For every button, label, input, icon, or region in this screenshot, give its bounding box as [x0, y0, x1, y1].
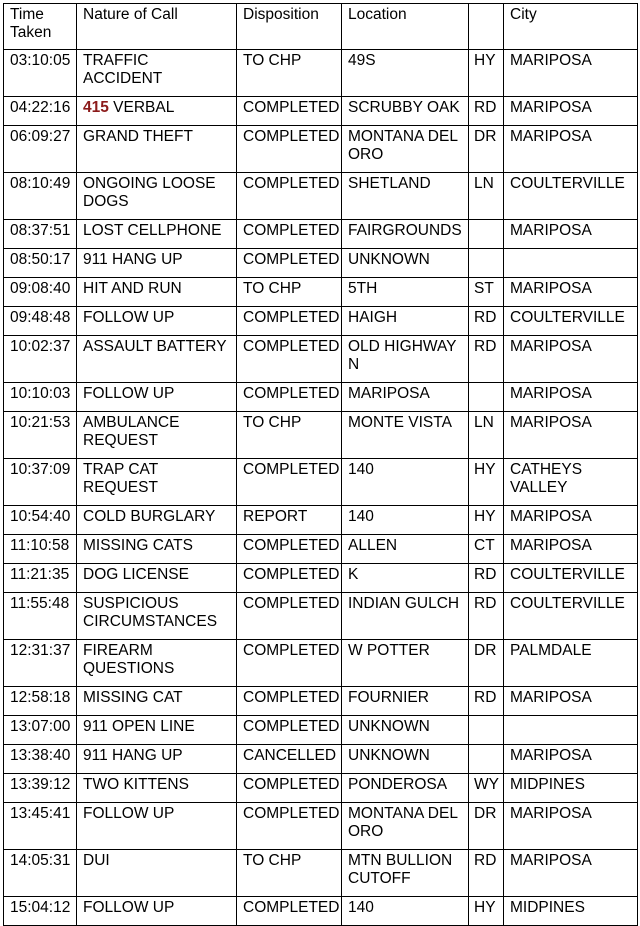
cell-disposition: COMPLETED	[237, 126, 342, 173]
cell-city: COULTERVILLE	[504, 564, 638, 593]
call-description: VERBAL	[108, 99, 175, 116]
table-row	[4, 774, 638, 803]
cell-street-suffix: RD	[469, 336, 504, 383]
cell-location: 140	[342, 897, 469, 926]
cell-location: UNKNOWN	[342, 249, 469, 278]
cell-city: MARIPOSA	[504, 278, 638, 307]
cell-street-suffix: LN	[469, 173, 504, 220]
cell-street-suffix: LN	[469, 412, 504, 459]
cell-disposition: COMPLETED	[237, 640, 342, 687]
header-street-suffix	[469, 4, 504, 50]
cell-nature-of-call: SUSPICIOUS CIRCUMSTANCES	[77, 593, 237, 640]
table-row	[4, 50, 638, 97]
cell-time-taken: 08:37:51	[4, 220, 77, 249]
cell-disposition: COMPLETED	[237, 897, 342, 926]
table-row	[4, 220, 638, 249]
cell-location: ALLEN	[342, 535, 469, 564]
cell-city: COULTERVILLE	[504, 173, 638, 220]
cell-time-taken: 10:10:03	[4, 383, 77, 412]
table-row	[4, 336, 638, 383]
cell-street-suffix: WY	[469, 774, 504, 803]
cell-street-suffix	[469, 383, 504, 412]
cell-disposition: TO CHP	[237, 412, 342, 459]
cell-city: MIDPINES	[504, 897, 638, 926]
cell-city: COULTERVILLE	[504, 593, 638, 640]
cell-location: 140	[342, 506, 469, 535]
cell-disposition: COMPLETED	[237, 774, 342, 803]
cell-time-taken: 12:58:18	[4, 687, 77, 716]
call-code-highlight: 415	[83, 99, 109, 116]
cell-city: MARIPOSA	[504, 220, 638, 249]
cell-street-suffix: DR	[469, 803, 504, 850]
cell-location: K	[342, 564, 469, 593]
call-log-table	[3, 3, 638, 926]
table-row	[4, 640, 638, 687]
cell-time-taken: 13:45:41	[4, 803, 77, 850]
cell-city: MARIPOSA	[504, 412, 638, 459]
cell-nature-of-call: LOST CELLPHONE	[77, 220, 237, 249]
cell-time-taken: 03:10:05	[4, 50, 77, 97]
cell-street-suffix: DR	[469, 640, 504, 687]
cell-street-suffix: RD	[469, 97, 504, 126]
cell-location: MONTANA DEL ORO	[342, 803, 469, 850]
cell-street-suffix: HY	[469, 50, 504, 97]
cell-disposition: COMPLETED	[237, 383, 342, 412]
cell-nature-of-call: FIREARM QUESTIONS	[77, 640, 237, 687]
header-disposition: Disposition	[237, 4, 342, 50]
cell-time-taken: 04:22:16	[4, 97, 77, 126]
cell-time-taken: 15:04:12	[4, 897, 77, 926]
cell-city: MARIPOSA	[504, 535, 638, 564]
cell-disposition: TO CHP	[237, 50, 342, 97]
table-row	[4, 687, 638, 716]
cell-time-taken: 08:10:49	[4, 173, 77, 220]
cell-city: CATHEYS VALLEY	[504, 459, 638, 506]
cell-nature-of-call: COLD BURGLARY	[77, 506, 237, 535]
cell-disposition: COMPLETED	[237, 336, 342, 383]
table-row	[4, 803, 638, 850]
cell-disposition: COMPLETED	[237, 564, 342, 593]
cell-street-suffix	[469, 220, 504, 249]
cell-nature-of-call: TWO KITTENS	[77, 774, 237, 803]
cell-city: MARIPOSA	[504, 336, 638, 383]
cell-street-suffix: RD	[469, 593, 504, 640]
cell-time-taken: 13:38:40	[4, 745, 77, 774]
cell-location: FOURNIER	[342, 687, 469, 716]
table-row	[4, 593, 638, 640]
cell-time-taken: 10:37:09	[4, 459, 77, 506]
cell-nature-of-call: DOG LICENSE	[77, 564, 237, 593]
cell-nature-of-call: FOLLOW UP	[77, 383, 237, 412]
cell-nature-of-call: FOLLOW UP	[77, 307, 237, 336]
cell-location: MONTANA DEL ORO	[342, 126, 469, 173]
cell-time-taken: 08:50:17	[4, 249, 77, 278]
table-row	[4, 307, 638, 336]
cell-city	[504, 716, 638, 745]
header-time-taken: Time Taken	[4, 4, 77, 50]
cell-city	[504, 249, 638, 278]
cell-time-taken: 13:07:00	[4, 716, 77, 745]
cell-disposition: COMPLETED	[237, 716, 342, 745]
cell-time-taken: 09:08:40	[4, 278, 77, 307]
cell-time-taken: 13:39:12	[4, 774, 77, 803]
cell-time-taken: 12:31:37	[4, 640, 77, 687]
table-row	[4, 716, 638, 745]
cell-nature-of-call: TRAFFIC ACCIDENT	[77, 50, 237, 97]
cell-location: FAIRGROUNDS	[342, 220, 469, 249]
cell-location: MTN BULLION CUTOFF	[342, 850, 469, 897]
cell-street-suffix: ST	[469, 278, 504, 307]
cell-nature-of-call: AMBULANCE REQUEST	[77, 412, 237, 459]
cell-disposition: CANCELLED	[237, 745, 342, 774]
cell-nature-of-call: 911 OPEN LINE	[77, 716, 237, 745]
table-row	[4, 564, 638, 593]
cell-nature-of-call: ONGOING LOOSE DOGS	[77, 173, 237, 220]
cell-street-suffix: HY	[469, 459, 504, 506]
cell-street-suffix	[469, 249, 504, 278]
cell-street-suffix: HY	[469, 506, 504, 535]
table-row	[4, 459, 638, 506]
cell-time-taken: 14:05:31	[4, 850, 77, 897]
cell-disposition: COMPLETED	[237, 687, 342, 716]
cell-city: MARIPOSA	[504, 850, 638, 897]
cell-nature-of-call: TRAP CAT REQUEST	[77, 459, 237, 506]
cell-nature-of-call: MISSING CATS	[77, 535, 237, 564]
cell-city: MARIPOSA	[504, 97, 638, 126]
cell-city: MARIPOSA	[504, 506, 638, 535]
cell-nature-of-call: GRAND THEFT	[77, 126, 237, 173]
cell-nature-of-call: HIT AND RUN	[77, 278, 237, 307]
cell-time-taken: 11:55:48	[4, 593, 77, 640]
cell-disposition: COMPLETED	[237, 249, 342, 278]
cell-disposition: COMPLETED	[237, 173, 342, 220]
header-nature-of-call: Nature of Call	[77, 4, 237, 50]
table-row	[4, 745, 638, 774]
cell-location: SCRUBBY OAK	[342, 97, 469, 126]
cell-disposition: COMPLETED	[237, 535, 342, 564]
cell-disposition: COMPLETED	[237, 593, 342, 640]
cell-location: UNKNOWN	[342, 716, 469, 745]
table-row	[4, 506, 638, 535]
cell-street-suffix	[469, 716, 504, 745]
cell-street-suffix: RD	[469, 850, 504, 897]
cell-city: MARIPOSA	[504, 745, 638, 774]
cell-street-suffix	[469, 745, 504, 774]
cell-nature-of-call: FOLLOW UP	[77, 897, 237, 926]
cell-city: MARIPOSA	[504, 803, 638, 850]
table-row	[4, 173, 638, 220]
table-row	[4, 897, 638, 926]
cell-disposition: TO CHP	[237, 850, 342, 897]
cell-city: COULTERVILLE	[504, 307, 638, 336]
cell-location: PONDEROSA	[342, 774, 469, 803]
cell-time-taken: 11:21:35	[4, 564, 77, 593]
cell-location: OLD HIGHWAY N	[342, 336, 469, 383]
cell-street-suffix: RD	[469, 564, 504, 593]
cell-location: HAIGH	[342, 307, 469, 336]
cell-disposition: COMPLETED	[237, 307, 342, 336]
cell-location: MONTE VISTA	[342, 412, 469, 459]
cell-location: 140	[342, 459, 469, 506]
cell-disposition: TO CHP	[237, 278, 342, 307]
cell-nature-of-call	[77, 97, 237, 126]
cell-time-taken: 09:48:48	[4, 307, 77, 336]
cell-street-suffix: HY	[469, 897, 504, 926]
header-location: Location	[342, 4, 469, 50]
cell-city: MIDPINES	[504, 774, 638, 803]
cell-city: MARIPOSA	[504, 50, 638, 97]
cell-street-suffix: DR	[469, 126, 504, 173]
cell-disposition: COMPLETED	[237, 459, 342, 506]
cell-time-taken: 10:54:40	[4, 506, 77, 535]
cell-city: MARIPOSA	[504, 383, 638, 412]
cell-street-suffix: RD	[469, 307, 504, 336]
cell-disposition: COMPLETED	[237, 97, 342, 126]
cell-time-taken: 10:02:37	[4, 336, 77, 383]
cell-city: PALMDALE	[504, 640, 638, 687]
cell-location: 49S	[342, 50, 469, 97]
table-row	[4, 249, 638, 278]
cell-location: UNKNOWN	[342, 745, 469, 774]
cell-nature-of-call: DUI	[77, 850, 237, 897]
header-row	[4, 4, 638, 50]
cell-city: MARIPOSA	[504, 126, 638, 173]
cell-location: MARIPOSA	[342, 383, 469, 412]
table-row	[4, 412, 638, 459]
cell-disposition: REPORT	[237, 506, 342, 535]
table-row	[4, 850, 638, 897]
cell-disposition: COMPLETED	[237, 220, 342, 249]
cell-location: W POTTER	[342, 640, 469, 687]
cell-disposition: COMPLETED	[237, 803, 342, 850]
header-city: City	[504, 4, 638, 50]
table-row	[4, 535, 638, 564]
cell-street-suffix: RD	[469, 687, 504, 716]
cell-time-taken: 10:21:53	[4, 412, 77, 459]
cell-location: INDIAN GULCH	[342, 593, 469, 640]
cell-nature-of-call: 911 HANG UP	[77, 249, 237, 278]
table-row	[4, 383, 638, 412]
cell-city: MARIPOSA	[504, 687, 638, 716]
table-row	[4, 97, 638, 126]
table-body	[4, 50, 638, 926]
table-header	[4, 4, 638, 50]
cell-nature-of-call: ASSAULT BATTERY	[77, 336, 237, 383]
cell-time-taken: 11:10:58	[4, 535, 77, 564]
table-row	[4, 278, 638, 307]
cell-location: SHETLAND	[342, 173, 469, 220]
cell-nature-of-call: 911 HANG UP	[77, 745, 237, 774]
cell-nature-of-call: MISSING CAT	[77, 687, 237, 716]
cell-nature-of-call: FOLLOW UP	[77, 803, 237, 850]
cell-location: 5TH	[342, 278, 469, 307]
cell-time-taken: 06:09:27	[4, 126, 77, 173]
cell-street-suffix: CT	[469, 535, 504, 564]
table-row	[4, 126, 638, 173]
